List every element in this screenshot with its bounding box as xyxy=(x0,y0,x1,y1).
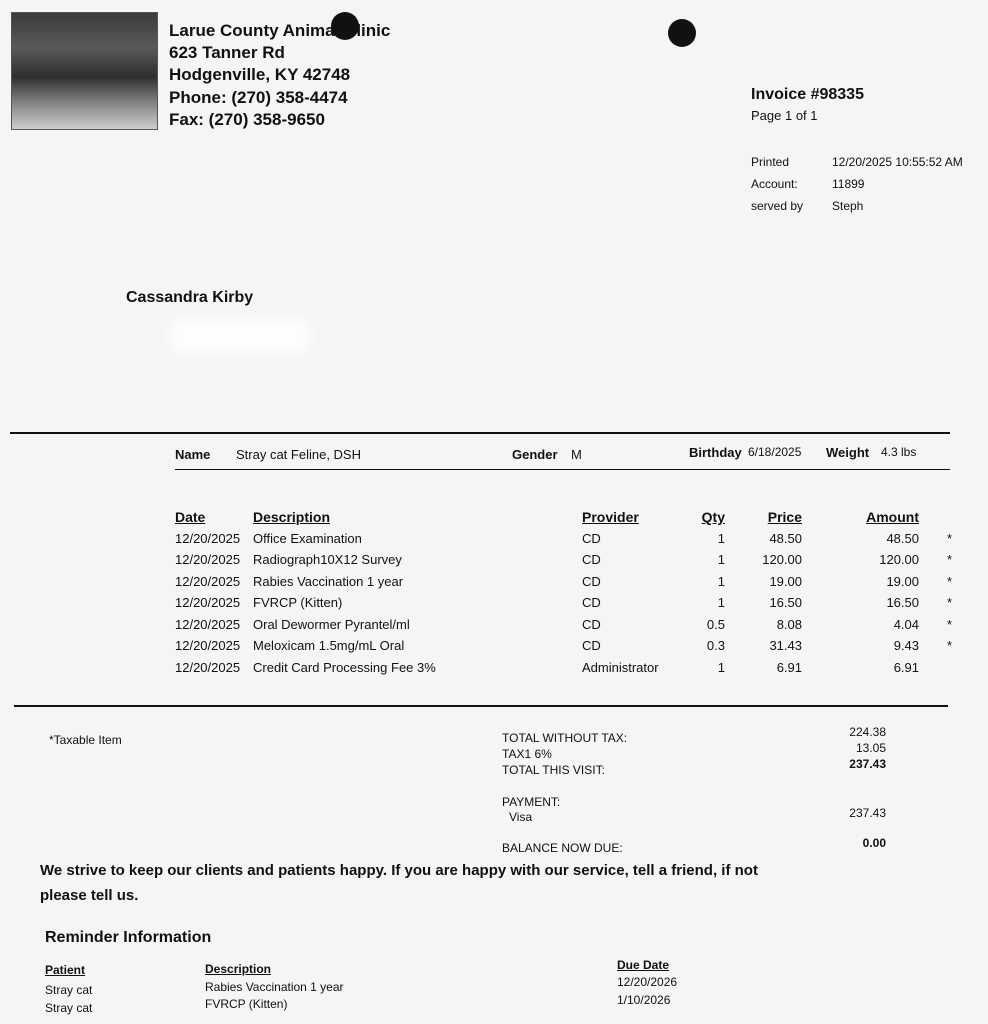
served-by-label: served by xyxy=(751,199,804,213)
table-row xyxy=(175,635,952,657)
item-price: 48.50 xyxy=(769,530,802,546)
clinic-phone: Phone: (270) 358-4474 xyxy=(169,88,348,107)
table-row xyxy=(175,571,952,593)
total-without-tax-value: 224.38 xyxy=(849,725,886,739)
item-description: Office Examination xyxy=(253,530,362,546)
item-provider: CD xyxy=(582,595,601,611)
total-without-tax-label: TOTAL WITHOUT TAX: xyxy=(502,731,628,745)
item-date: 12/20/2025 xyxy=(175,530,241,546)
reminder-patient: Stray cat xyxy=(45,983,93,997)
taxable-note: *Taxable Item xyxy=(49,733,122,747)
item-amount: 9.43 xyxy=(893,638,919,654)
taxable-marker: * xyxy=(946,530,952,546)
balance-label: BALANCE NOW DUE: xyxy=(502,841,623,855)
punch-hole xyxy=(668,19,696,47)
printed-value: 12/20/2025 10:55:52 AM xyxy=(832,155,963,169)
total-visit-value: 237.43 xyxy=(849,757,886,771)
item-price: 31.43 xyxy=(769,638,802,654)
item-provider: CD xyxy=(582,616,601,632)
tax-value: 13.05 xyxy=(855,741,886,755)
patient-gender-value: M xyxy=(571,447,582,462)
clinic-city: Hodgenville, KY 42748 xyxy=(169,65,351,84)
item-description: Oral Dewormer Pyrantel/ml xyxy=(253,616,410,632)
reminder-due: 1/10/2026 xyxy=(617,993,671,1007)
col-price: Price xyxy=(767,508,802,525)
divider xyxy=(14,705,948,707)
patient-gender-label: Gender xyxy=(512,447,558,462)
divider xyxy=(10,432,950,434)
item-provider: CD xyxy=(582,573,601,589)
message-line-2: please tell us. xyxy=(40,887,139,904)
taxable-marker xyxy=(919,657,952,679)
taxable-marker: * xyxy=(946,552,952,568)
reminder-title: Reminder Information xyxy=(45,929,212,946)
reminder-patient: Stray cat xyxy=(45,1001,93,1015)
item-description: Credit Card Processing Fee 3% xyxy=(253,659,436,675)
item-description: Rabies Vaccination 1 year xyxy=(253,573,404,589)
taxable-marker: * xyxy=(946,638,952,654)
item-price: 19.00 xyxy=(769,573,802,589)
reminder-due: 12/20/2026 xyxy=(617,975,678,989)
item-qty: 0.5 xyxy=(706,616,725,632)
total-visit-label: TOTAL THIS VISIT: xyxy=(502,763,605,777)
col-description: Description xyxy=(253,508,331,525)
table-row xyxy=(175,549,952,571)
item-provider: CD xyxy=(582,552,601,568)
invoice-title: Invoice #98335 xyxy=(751,86,864,103)
reminder-col-patient: Patient xyxy=(45,963,86,977)
account-label: Account: xyxy=(751,177,798,191)
balance-value: 0.00 xyxy=(862,836,886,850)
account-value: 11899 xyxy=(832,177,865,191)
item-qty: 1 xyxy=(717,552,725,568)
clinic-address: 623 Tanner Rd xyxy=(169,43,285,62)
message-line-1: We strive to keep our clients and patients happy. If you are happy with our service, tell a friend, if not xyxy=(40,862,758,879)
item-price: 16.50 xyxy=(769,595,802,611)
invoice-items-table xyxy=(175,506,952,678)
table-row xyxy=(175,614,952,636)
served-by-value: Steph xyxy=(832,199,864,213)
item-provider: CD xyxy=(582,530,601,546)
item-qty: 1 xyxy=(717,659,725,675)
clinic-fax: Fax: (270) 358-9650 xyxy=(169,110,325,129)
col-amount: Amount xyxy=(866,508,919,525)
item-date: 12/20/2025 xyxy=(175,616,241,632)
reminder-col-description: Description xyxy=(205,962,272,976)
clinic-logo-photo xyxy=(11,12,158,130)
taxable-marker: * xyxy=(946,616,952,632)
item-date: 12/20/2025 xyxy=(175,659,241,675)
item-amount: 16.50 xyxy=(886,595,919,611)
item-price: 8.08 xyxy=(776,616,802,632)
reminder-col-due: Due Date xyxy=(617,958,670,972)
item-price: 120.00 xyxy=(762,552,802,568)
payment-method: Visa xyxy=(509,810,533,824)
clinic-name: Larue County Animal Clinic xyxy=(169,21,391,40)
item-description: FVRCP (Kitten) xyxy=(253,595,343,611)
invoice-page: Page 1 of 1 xyxy=(751,108,818,123)
table-row xyxy=(175,528,952,550)
items-header-row xyxy=(175,506,952,528)
printed-label: Printed xyxy=(751,155,790,169)
item-provider: CD xyxy=(582,638,601,654)
item-qty: 0.3 xyxy=(706,638,725,654)
item-amount: 120.00 xyxy=(879,552,919,568)
item-date: 12/20/2025 xyxy=(175,552,241,568)
item-amount: 19.00 xyxy=(886,573,919,589)
col-qty: Qty xyxy=(701,508,725,525)
patient-weight-value: 4.3 lbs xyxy=(881,445,917,459)
item-provider: Administrator xyxy=(582,659,659,675)
col-date: Date xyxy=(175,508,206,525)
item-description: Meloxicam 1.5mg/mL Oral xyxy=(253,638,405,654)
item-qty: 1 xyxy=(717,530,725,546)
reminder-description: FVRCP (Kitten) xyxy=(205,997,288,1011)
taxable-marker: * xyxy=(946,595,952,611)
divider xyxy=(175,469,950,470)
taxable-marker: * xyxy=(946,573,952,589)
item-date: 12/20/2025 xyxy=(175,638,241,654)
payment-label: PAYMENT: xyxy=(502,795,561,809)
item-description: Radiograph10X12 Survey xyxy=(253,552,402,568)
item-qty: 1 xyxy=(717,595,725,611)
col-taxable xyxy=(919,506,952,528)
item-price: 6.91 xyxy=(776,659,802,675)
patient-name-label: Name xyxy=(175,447,211,462)
item-date: 12/20/2025 xyxy=(175,573,241,589)
item-date: 12/20/2025 xyxy=(175,595,241,611)
client-name: Cassandra Kirby xyxy=(126,289,254,306)
patient-birthday-value: 6/18/2025 xyxy=(748,445,802,459)
table-row xyxy=(175,592,952,614)
reminder-description: Rabies Vaccination 1 year xyxy=(205,980,344,994)
patient-name-value: Stray cat Feline, DSH xyxy=(236,447,361,462)
patient-weight-label: Weight xyxy=(826,445,870,460)
table-row xyxy=(175,657,952,679)
payment-value: 237.43 xyxy=(849,806,886,820)
tax-label: TAX1 6% xyxy=(502,747,552,761)
item-amount: 4.04 xyxy=(893,616,919,632)
patient-birthday-label: Birthday xyxy=(689,445,742,460)
item-amount: 48.50 xyxy=(886,530,919,546)
item-qty: 1 xyxy=(717,573,725,589)
col-provider: Provider xyxy=(582,508,639,525)
item-amount: 6.91 xyxy=(893,659,919,675)
redacted-address xyxy=(170,318,310,354)
